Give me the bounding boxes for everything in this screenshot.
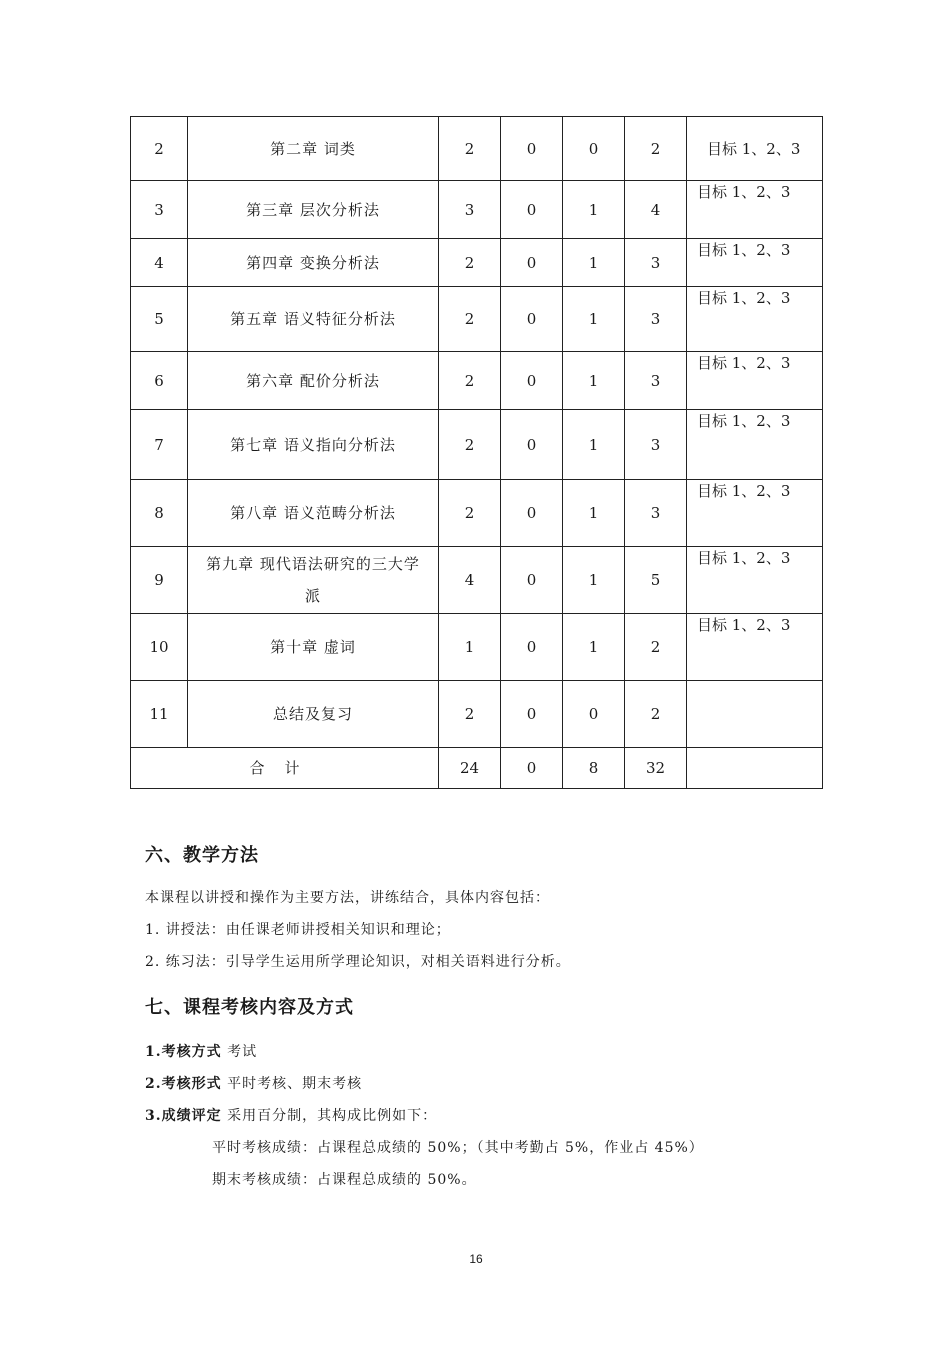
row-number: 6 <box>131 352 188 410</box>
hours-cell: 2 <box>625 614 687 681</box>
total-cell: 24 <box>439 748 501 789</box>
hours-cell: 3 <box>625 352 687 410</box>
hours-cell: 2 <box>439 352 501 410</box>
hours-cell: 1 <box>563 614 625 681</box>
goal-cell <box>687 681 823 748</box>
hours-cell: 1 <box>563 181 625 239</box>
chapter-title: 第三章 层次分析法 <box>188 181 439 239</box>
hours-cell: 2 <box>439 287 501 352</box>
hours-cell: 1 <box>563 547 625 614</box>
hours-cell: 0 <box>501 410 563 480</box>
hours-cell: 3 <box>439 181 501 239</box>
goal-cell: 目标 1、2、3 <box>687 547 823 614</box>
hours-cell: 1 <box>563 239 625 287</box>
total-goal-cell <box>687 748 823 789</box>
table-row <box>131 547 823 614</box>
hours-cell: 2 <box>625 681 687 748</box>
hours-cell: 4 <box>625 181 687 239</box>
table-row <box>131 681 823 748</box>
assessment-item <box>145 1073 362 1093</box>
goal-cell: 目标 1、2、3 <box>687 480 823 547</box>
table-row <box>131 614 823 681</box>
hours-cell: 0 <box>501 614 563 681</box>
goal-cell: 目标 1、2、3 <box>687 287 823 352</box>
section-heading-assessment: 七、课程考核内容及方式 <box>145 997 354 1018</box>
hours-cell: 1 <box>563 480 625 547</box>
total-cell: 32 <box>625 748 687 789</box>
hours-cell: 2 <box>625 117 687 181</box>
assessment-item-label: 3.成绩评定 <box>145 1108 222 1124</box>
hours-cell: 0 <box>501 287 563 352</box>
chapter-title: 第四章 变换分析法 <box>188 239 439 287</box>
hours-cell: 0 <box>501 547 563 614</box>
course-hours-table <box>130 116 823 789</box>
hours-cell: 2 <box>439 681 501 748</box>
table-row <box>131 352 823 410</box>
hours-cell: 4 <box>439 547 501 614</box>
total-label: 合计 <box>131 748 439 789</box>
assessment-item-label: 1.考核方式 <box>145 1044 222 1060</box>
assessment-item-value: 平时考核、期末考核 <box>227 1076 363 1092</box>
table-total-row <box>131 748 823 789</box>
table-row <box>131 480 823 547</box>
hours-cell: 3 <box>625 287 687 352</box>
chapter-title: 第九章 现代语法研究的三大学派 <box>188 547 439 614</box>
hours-cell: 0 <box>563 681 625 748</box>
table-row <box>131 410 823 480</box>
hours-cell: 0 <box>501 181 563 239</box>
chapter-title: 第七章 语义指向分析法 <box>188 410 439 480</box>
page-number: 16 <box>469 1252 483 1266</box>
chapter-title: 第六章 配价分析法 <box>188 352 439 410</box>
assessment-item <box>145 1105 437 1125</box>
goal-cell: 目标 1、2、3 <box>687 239 823 287</box>
assessment-item-value: 采用百分制，其构成比例如下： <box>227 1108 438 1124</box>
total-cell: 0 <box>501 748 563 789</box>
row-number: 2 <box>131 117 188 181</box>
table-row <box>131 239 823 287</box>
teaching-methods-intro: 本课程以讲授和操作为主要方法，讲练结合，具体内容包括： <box>145 890 550 906</box>
teaching-method-item: 2. 练习法：引导学生运用所学理论知识，对相关语料进行分析。 <box>145 954 571 970</box>
teaching-method-item: 1. 讲授法：由任课老师讲授相关知识和理论； <box>145 922 451 938</box>
hours-cell: 2 <box>439 239 501 287</box>
hours-cell: 3 <box>625 410 687 480</box>
hours-cell: 0 <box>501 681 563 748</box>
hours-cell: 3 <box>625 480 687 547</box>
hours-cell: 2 <box>439 480 501 547</box>
hours-cell: 2 <box>439 117 501 181</box>
chapter-title: 第五章 语义特征分析法 <box>188 287 439 352</box>
row-number: 8 <box>131 480 188 547</box>
hours-cell: 0 <box>501 480 563 547</box>
hours-cell: 1 <box>439 614 501 681</box>
table-row <box>131 181 823 239</box>
goal-cell: 目标 1、2、3 <box>687 117 823 181</box>
row-number: 10 <box>131 614 188 681</box>
goal-cell: 目标 1、2、3 <box>687 614 823 681</box>
hours-cell: 0 <box>563 117 625 181</box>
grade-detail: 平时考核成绩：占课程总成绩的 50%；（其中考勤占 5%，作业占 45%） <box>212 1140 704 1156</box>
hours-cell: 1 <box>563 287 625 352</box>
assessment-item <box>145 1041 257 1061</box>
hours-cell: 1 <box>563 352 625 410</box>
chapter-title: 第二章 词类 <box>188 117 439 181</box>
hours-cell: 5 <box>625 547 687 614</box>
table-row <box>131 287 823 352</box>
assessment-item-label: 2.考核形式 <box>145 1076 222 1092</box>
total-cell: 8 <box>563 748 625 789</box>
row-number: 9 <box>131 547 188 614</box>
hours-cell: 1 <box>563 410 625 480</box>
hours-cell: 0 <box>501 117 563 181</box>
row-number: 11 <box>131 681 188 748</box>
section-heading-teaching-methods: 六、教学方法 <box>145 845 259 866</box>
chapter-title: 第十章 虚词 <box>188 614 439 681</box>
hours-cell: 0 <box>501 352 563 410</box>
goal-cell: 目标 1、2、3 <box>687 410 823 480</box>
row-number: 3 <box>131 181 188 239</box>
hours-cell: 0 <box>501 239 563 287</box>
grade-detail: 期末考核成绩：占课程总成绩的 50%。 <box>212 1172 477 1188</box>
hours-cell: 3 <box>625 239 687 287</box>
row-number: 5 <box>131 287 188 352</box>
assessment-item-value: 考试 <box>227 1044 258 1060</box>
table-row <box>131 117 823 181</box>
goal-cell: 目标 1、2、3 <box>687 352 823 410</box>
row-number: 4 <box>131 239 188 287</box>
hours-cell: 2 <box>439 410 501 480</box>
chapter-title: 第八章 语义范畴分析法 <box>188 480 439 547</box>
row-number: 7 <box>131 410 188 480</box>
goal-cell: 目标 1、2、3 <box>687 181 823 239</box>
chapter-title: 总结及复习 <box>188 681 439 748</box>
